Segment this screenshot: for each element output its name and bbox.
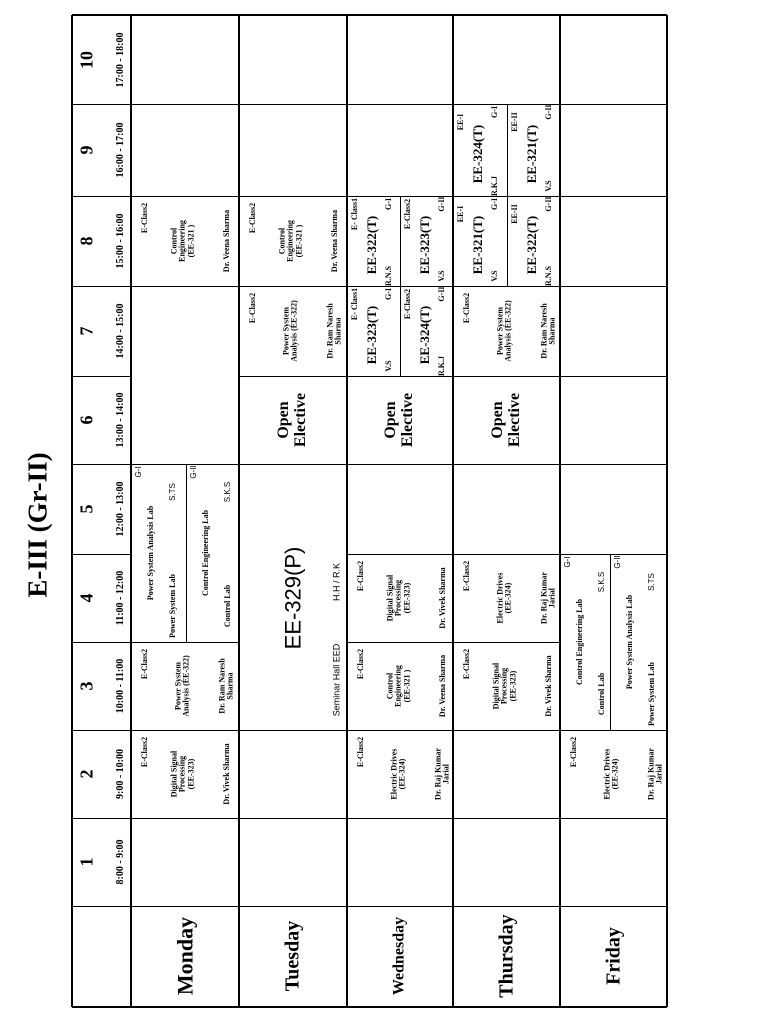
friday-p2-course: Electric Drives (EE-324) — [602, 748, 620, 800]
grid-line — [453, 554, 560, 555]
thursday-p3-room: E-Class2 — [461, 648, 471, 680]
wednesday-p4-teacher: Dr. Vivek Sharma — [437, 567, 447, 629]
thursday-p9-g1-code: EE-324(T) — [470, 124, 486, 184]
monday-p8-room: E-Class2 — [139, 202, 149, 234]
grid-line — [72, 818, 131, 819]
period-number: 7 — [76, 326, 97, 336]
grid-line — [72, 642, 131, 643]
monday-p8-teacher: Dr. Veena Sharma — [221, 209, 231, 273]
grid-line — [347, 554, 453, 555]
wednesday-p8-g2-group: G-II — [436, 196, 446, 212]
grid-line — [560, 104, 667, 105]
tuesday-p7-room: E-Class2 — [247, 292, 257, 324]
thursday-p3-course: Digital Signal Processing (EE-323) — [491, 662, 518, 710]
grid-line — [347, 464, 453, 465]
wednesday-p7-g1-group: G-I — [383, 288, 393, 300]
thursday-p7-room: E-Class2 — [461, 292, 471, 324]
period-time: 12:00 - 13:00 — [114, 481, 126, 537]
wednesday-p2-room: E-Class2 — [355, 736, 365, 768]
thursday-p8-g1-room: EE-I — [455, 205, 465, 223]
tuesday-p8-teacher: Dr. Veena Sharma — [329, 209, 339, 273]
thursday-p7-teacher: Dr. Ram Naresh Sharma — [539, 303, 557, 359]
thursday-p8-g2-room: EE-II — [509, 204, 519, 224]
wednesday-p3-teacher: Dr. Veena Sharma — [437, 654, 447, 718]
grid-line — [560, 376, 667, 377]
monday-lab2-group: G-II — [188, 465, 198, 479]
period-time: 17:00 - 18:00 — [114, 32, 126, 87]
thursday-p9-g2-code: EE-321(T) — [524, 124, 540, 184]
wednesday-p7-g2-room: E-Class2 — [402, 288, 412, 320]
tuesday-p8-room: E-Class2 — [247, 202, 257, 234]
grid-line — [239, 464, 347, 465]
grid-line — [347, 642, 453, 643]
tuesday-practical-venue: Seminar Hall EED — [331, 643, 342, 717]
grid-line — [131, 818, 239, 819]
period-time: 8:00 - 9:00 — [114, 839, 126, 885]
period-time: 13:00 - 14:00 — [114, 392, 126, 448]
grid-line — [239, 196, 347, 197]
thursday-p8-g1-teacher: V.S — [489, 270, 499, 282]
thursday-p4-room: E-Class2 — [461, 560, 471, 592]
friday-lab1-name: Control Engineering Lab — [574, 598, 584, 686]
grid-line — [453, 376, 560, 377]
wednesday-p7-g1-teacher: V.S — [383, 360, 393, 372]
page-title: E-III (Gr-II) — [22, 452, 53, 598]
grid-line — [239, 104, 347, 105]
monday-p2-room: E-Class2 — [139, 736, 149, 768]
period-number: 4 — [76, 593, 97, 603]
tuesday-open-elective: Open Elective — [275, 392, 309, 448]
friday-lab1-group: G-I — [562, 556, 572, 568]
thursday-p8-g2-group: G-II — [543, 196, 553, 212]
monday-p3-course: Power System Analysis (EE-322) — [173, 655, 191, 717]
period-time: 14:00 - 15:00 — [114, 303, 126, 359]
grid-line — [72, 104, 131, 105]
period-time: 16:00 - 17:00 — [114, 122, 126, 178]
wednesday-p2-course: Electric Drives (EE-324) — [389, 748, 407, 800]
day-wednesday: Wednesday — [390, 916, 408, 996]
grid-line — [347, 818, 453, 819]
wednesday-p8-g2-teacher: V.S — [436, 270, 446, 282]
friday-lab1-teacher: S.K.S — [596, 571, 606, 593]
monday-lab1-lab: Power System Lab — [167, 574, 177, 638]
grid-line — [507, 104, 508, 286]
period-number: 9 — [76, 145, 97, 155]
tuesday-p7-course: Power System Analysis (EE-322) — [281, 300, 299, 362]
grid-line — [72, 554, 131, 555]
monday-p3-room: E-Class2 — [139, 648, 149, 680]
period-time: 10:00 - 11:00 — [114, 658, 126, 714]
grid-line — [131, 104, 239, 105]
monday-lab1-name: Power System Analysis Lab — [145, 505, 155, 601]
grid-line — [560, 730, 667, 731]
wednesday-open-elective: Open Elective — [382, 392, 416, 448]
wednesday-p4-course: Digital Signal Processing (EE-323) — [385, 574, 412, 622]
grid-line — [186, 464, 187, 642]
grid-line — [131, 286, 239, 287]
grid-line — [131, 730, 239, 731]
grid-line — [347, 104, 453, 105]
period-time: 11:00 - 12:00 — [114, 570, 126, 626]
grid-line — [239, 376, 347, 377]
grid-line — [560, 818, 667, 819]
grid-line — [560, 464, 667, 465]
thursday-p8-g1-group: G-I — [489, 198, 499, 210]
wednesday-p8-g1-room: E- Class1 — [349, 197, 359, 231]
thursday-p3-teacher: Dr. Vivek Sharma — [543, 655, 553, 717]
grid-line — [71, 15, 73, 1007]
wednesday-p7-g2-group: G-II — [436, 286, 446, 302]
friday-lab2-name: Power System Analysis Lab — [624, 594, 634, 690]
period-time: 9:00 - 10:00 — [114, 749, 126, 799]
monday-lab2-name: Control Engineering Lab — [200, 509, 210, 597]
grid-line — [453, 464, 560, 465]
thursday-p8-g1-code: EE-321(T) — [470, 215, 486, 275]
grid-line — [238, 15, 239, 1007]
monday-p3-teacher: Dr. Ram Naresh Sharma — [217, 658, 235, 714]
period-number: 10 — [76, 50, 97, 69]
grid-line — [239, 818, 347, 819]
grid-line — [239, 286, 347, 287]
period-time: 15:00 - 16:00 — [114, 213, 126, 269]
grid-line — [72, 376, 131, 377]
tuesday-practical-teachers: H.H / R.K — [331, 562, 342, 602]
monday-lab1-teacher: S.TS — [167, 483, 177, 501]
tuesday-p8-course: Control Engineering (EE-321 ) — [277, 220, 304, 262]
grid-line — [72, 196, 131, 197]
thursday-p8-g2-teacher: R.N.S — [543, 265, 553, 287]
thursday-p4-course: Electric Drives (EE-324) — [495, 572, 513, 624]
wednesday-p8-g1-teacher: R.N.S — [383, 265, 393, 287]
monday-p2-course: Digital Signal Processing (EE-323) — [169, 750, 196, 798]
grid-line — [130, 15, 131, 1007]
monday-p2-teacher: Dr. Vivek Sharma — [221, 743, 231, 805]
wednesday-p8-g1-group: G-I — [383, 198, 393, 210]
day-thursday: Thursday — [495, 914, 517, 998]
period-number: 8 — [76, 236, 97, 246]
wednesday-p8-g1-code: EE-322(T) — [364, 215, 380, 275]
wednesday-p7-g1-code: EE-323(T) — [364, 305, 380, 365]
grid-line — [453, 818, 560, 819]
friday-lab2-lab: Power System Lab — [646, 662, 656, 726]
grid-line — [400, 196, 401, 376]
tuesday-p7-teacher: Dr. Ram Naresh Sharma — [325, 303, 343, 359]
grid-line — [666, 15, 668, 1007]
thursday-p4-teacher: Dr. Raj Kumar Jarial — [539, 572, 557, 624]
grid-line — [452, 15, 453, 1007]
grid-line — [610, 554, 611, 730]
timetable-grid — [72, 15, 667, 1007]
wednesday-p8-g2-room: E-Class2 — [402, 198, 412, 230]
thursday-p9-g2-teacher: V.S — [543, 180, 553, 192]
wednesday-p7-g1-room: E- Class1 — [349, 287, 359, 321]
friday-p2-teacher: Dr. Raj Kumar Jarial — [646, 748, 664, 800]
period-number: 3 — [76, 681, 97, 691]
grid-line — [72, 14, 667, 16]
day-friday: Friday — [602, 927, 624, 985]
period-number: 2 — [76, 769, 97, 779]
grid-line — [130, 906, 132, 1007]
wednesday-p7-g2-teacher: R.K.J — [436, 356, 446, 376]
wednesday-p3-room: E-Class2 — [355, 648, 365, 680]
thursday-p7-course: Power System Analysis (EE-322) — [495, 300, 513, 362]
grid-line — [560, 196, 667, 197]
tuesday-practical-code: EE-329(P) — [280, 546, 306, 650]
friday-lab2-teacher: S.TS — [646, 573, 656, 591]
period-number: 6 — [76, 415, 97, 425]
thursday-p9-g2-room: EE-II — [509, 112, 519, 132]
wednesday-p3-course: Control Engineering (EE-321 ) — [385, 665, 412, 707]
monday-lab2-teacher: S.K.S — [222, 481, 232, 503]
grid-line — [72, 286, 131, 287]
friday-lab1-lab: Control Lab — [596, 672, 606, 716]
thursday-p9-g1-teacher: R.K.J — [489, 176, 499, 196]
grid-line — [72, 464, 131, 465]
monday-p8-course: Control Engineering (EE-321 ) — [169, 220, 196, 262]
thursday-p8-g2-code: EE-322(T) — [524, 215, 540, 275]
grid-line — [559, 15, 560, 1007]
thursday-p9-g2-group: G-II — [543, 104, 553, 120]
day-monday: Monday — [172, 916, 198, 996]
grid-line — [72, 906, 667, 907]
grid-line — [72, 730, 131, 731]
period-number: 5 — [76, 504, 97, 514]
day-tuesday: Tuesday — [281, 920, 304, 992]
grid-line — [131, 196, 239, 197]
grid-line — [346, 15, 347, 1007]
wednesday-p8-g2-code: EE-323(T) — [417, 215, 433, 275]
thursday-p9-g1-room: EE-I — [455, 113, 465, 131]
grid-line — [347, 730, 453, 731]
wednesday-p7-g2-code: EE-324(T) — [417, 305, 433, 365]
grid-line — [560, 286, 667, 287]
grid-line — [453, 730, 560, 731]
wednesday-p2-teacher: Dr. Raj Kumar Jarial — [433, 748, 451, 800]
period-number: 1 — [76, 857, 97, 867]
friday-lab2-group: G-II — [612, 555, 622, 569]
grid-line — [239, 730, 347, 731]
thursday-p9-g1-group: G-I — [489, 106, 499, 118]
wednesday-p4-room: E-Class2 — [355, 560, 365, 592]
thursday-open-elective: Open Elective — [489, 392, 523, 448]
monday-lab1-group: G-I — [133, 466, 143, 478]
grid-line — [453, 642, 560, 643]
grid-line — [72, 1006, 667, 1008]
monday-lab2-lab: Control Lab — [222, 584, 232, 628]
friday-p2-room: E-Class2 — [568, 736, 578, 768]
